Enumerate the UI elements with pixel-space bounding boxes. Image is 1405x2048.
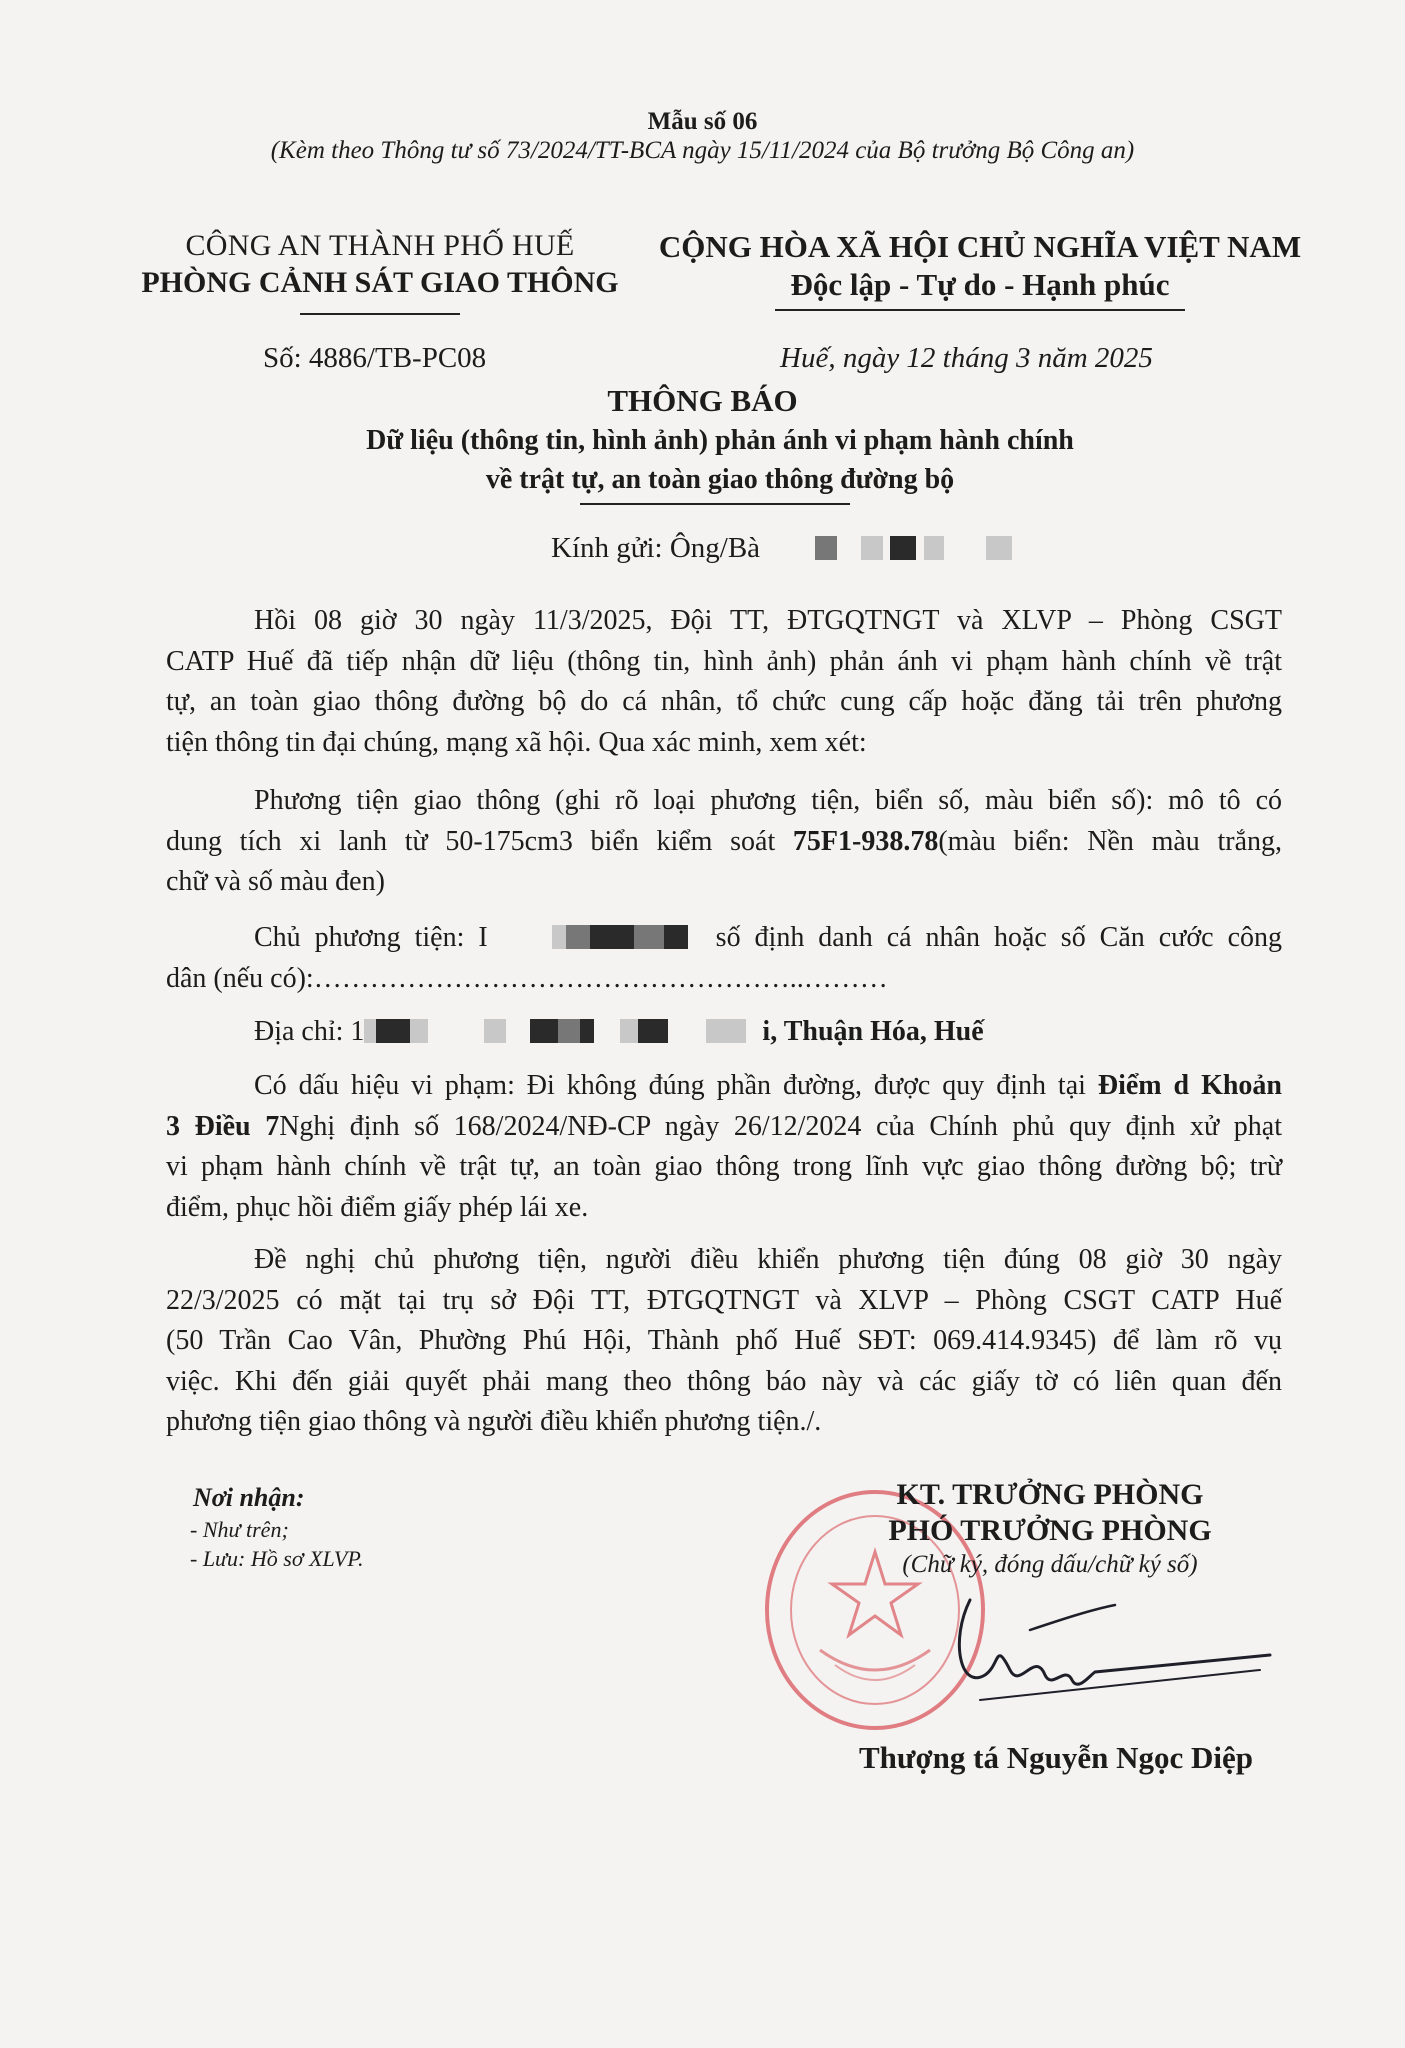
redacted-address bbox=[558, 1019, 580, 1043]
document-subtitle-line1: Dữ liệu (thông tin, hình ảnh) phản ánh vi phạm hành chính bbox=[366, 425, 1074, 456]
redacted-address bbox=[410, 1019, 428, 1043]
recipient-label: Kính gửi: Ông/Bà bbox=[551, 532, 761, 564]
recipient-line bbox=[551, 532, 1012, 565]
text-line: Phương tiện giao thông (ghi rõ loại phương tiện, biển số, màu biển số): mô tô có bbox=[254, 785, 1282, 816]
receiver-item: - Lưu: Hồ sơ XLVP. bbox=[190, 1546, 364, 1571]
redacted-name bbox=[986, 536, 1012, 560]
agency-underline bbox=[300, 313, 460, 315]
text-line: Chủ phương tiện: I số định danh cá nhân hoặc số Căn cước công bbox=[254, 922, 1282, 953]
redacted-owner bbox=[664, 925, 688, 949]
motto-underline bbox=[775, 309, 1185, 311]
paragraph-address bbox=[166, 1012, 1282, 1053]
text-line: Đề nghị chủ phương tiện, người điều khiển phương tiện đúng 08 giờ 30 ngày bbox=[254, 1244, 1282, 1275]
signature-title-line1: KT. TRƯỞNG PHÒNG bbox=[896, 1478, 1204, 1511]
document-number: Số: 4886/TB-PC08 bbox=[263, 342, 487, 374]
paragraph-received bbox=[166, 601, 1282, 763]
text-line: vi phạm hành chính về trật tự, an toàn giao thông trong lĩnh vực giao thông đường bộ; trừ bbox=[166, 1151, 1282, 1182]
text-line: CATP Huế đã tiếp nhận dữ liệu (thông tin, hình ảnh) phản ánh vi phạm hành chính về trật bbox=[166, 645, 1282, 677]
redacted-name bbox=[861, 536, 883, 560]
text-line: Hồi 08 giờ 30 ngày 11/3/2025, Đội TT, ĐTGQTNGT và XLVP – Phòng CSGT bbox=[254, 605, 1282, 636]
redacted-address bbox=[484, 1019, 506, 1043]
redacted-address bbox=[706, 1019, 732, 1043]
text-line: tự, an toàn giao thông đường bộ do cá nhân, tổ chức cung cấp hoặc đăng tải trên phương bbox=[166, 686, 1282, 717]
text-line: tiện thông tin đại chúng, mạng xã hội. Qua xác minh, xem xét: bbox=[166, 726, 867, 758]
legal-point: Điểm d Khoản bbox=[1097, 1070, 1282, 1101]
text-line: Địa chỉ: 1 i, Thuận Hóa, Huế bbox=[254, 1016, 984, 1047]
signer-name: Thượng tá Nguyễn Ngọc Diệp bbox=[858, 1740, 1254, 1775]
text-line: 3 Điều 7Nghị định số 168/2024/NĐ-CP ngày 26/12/2024 của Chính phủ quy định xử phạt bbox=[166, 1110, 1283, 1142]
redacted-address bbox=[376, 1019, 410, 1043]
redacted-name bbox=[815, 536, 837, 560]
text-line: dung tích xi lanh từ 50-175cm3 biển kiểm soát 75F1-938.78(màu biển: Nền màu trắng, bbox=[166, 825, 1282, 857]
redacted-address bbox=[620, 1019, 638, 1043]
text-line: 22/3/2025 có mặt tại trụ sở Đội TT, ĐTGQTNGT và XLVP – Phòng CSGT CATP Huế bbox=[166, 1284, 1282, 1316]
form-reference: (Kèm theo Thông tư số 73/2024/TT-BCA ngày 15/11/2024 của Bộ trưởng Bộ Công an) bbox=[270, 137, 1135, 164]
signature-note: (Chữ ký, đóng dấu/chữ ký số) bbox=[902, 1551, 1198, 1578]
redacted-owner bbox=[634, 925, 664, 949]
subtitle-underline bbox=[580, 503, 850, 505]
text-line: chữ và số màu đen) bbox=[166, 866, 385, 897]
redacted-address bbox=[638, 1019, 668, 1043]
legal-article: 3 Điều 7 bbox=[166, 1110, 280, 1142]
redacted-name bbox=[890, 536, 916, 560]
redacted-address bbox=[732, 1019, 746, 1043]
redacted-owner bbox=[590, 925, 634, 949]
redacted-address bbox=[530, 1019, 558, 1043]
paragraph-request bbox=[166, 1240, 1282, 1443]
agency-name: PHÒNG CẢNH SÁT GIAO THÔNG bbox=[141, 266, 619, 299]
handwritten-signature bbox=[940, 1580, 1280, 1720]
form-number: Mẫu số 06 bbox=[647, 108, 758, 135]
document-date: Huế, ngày 12 tháng 3 năm 2025 bbox=[780, 342, 1153, 374]
receivers-heading: Nơi nhận: bbox=[193, 1483, 305, 1512]
text-line: điểm, phục hồi điểm giấy phép lái xe. bbox=[166, 1191, 589, 1223]
license-plate: 75F1-938.78 bbox=[792, 825, 939, 857]
text-line: Có dấu hiệu vi phạm: Đi không đúng phần đường, được quy định tại Điểm d Khoản bbox=[254, 1070, 1282, 1101]
signature-title-line2: PHÓ TRƯỞNG PHÒNG bbox=[888, 1514, 1212, 1547]
national-motto: Độc lập - Tự do - Hạnh phúc bbox=[790, 267, 1170, 302]
document-subtitle-line2: về trật tự, an toàn giao thông đường bộ bbox=[485, 464, 955, 495]
paragraph-vehicle bbox=[166, 781, 1282, 903]
redacted-address bbox=[580, 1019, 594, 1043]
paragraph-owner bbox=[166, 918, 1282, 999]
redacted-name bbox=[924, 536, 944, 560]
document-title: THÔNG BÁO bbox=[607, 383, 798, 418]
text-line: phương tiện giao thông và người điều khiển phương tiện./. bbox=[166, 1406, 822, 1437]
agency-parent: CÔNG AN THÀNH PHỐ HUẾ bbox=[185, 229, 575, 262]
redacted-owner bbox=[552, 925, 566, 949]
text-line: dân (nếu có):……………………………………………..……… bbox=[166, 962, 888, 994]
national-title: CỘNG HÒA XÃ HỘI CHỦ NGHĨA VIỆT NAM bbox=[658, 229, 1302, 264]
redacted-address bbox=[364, 1019, 376, 1043]
redacted-owner bbox=[566, 925, 590, 949]
receiver-item: - Như trên; bbox=[190, 1517, 289, 1542]
text-line: (50 Trần Cao Vân, Phường Phú Hội, Thành phố Huế SĐT: 069.414.9345) để làm rõ vụ bbox=[166, 1325, 1282, 1356]
text-line: việc. Khi đến giải quyết phải mang theo thông báo này và các giấy tờ có liên quan đến bbox=[166, 1365, 1282, 1397]
paragraph-violation bbox=[166, 1066, 1282, 1228]
